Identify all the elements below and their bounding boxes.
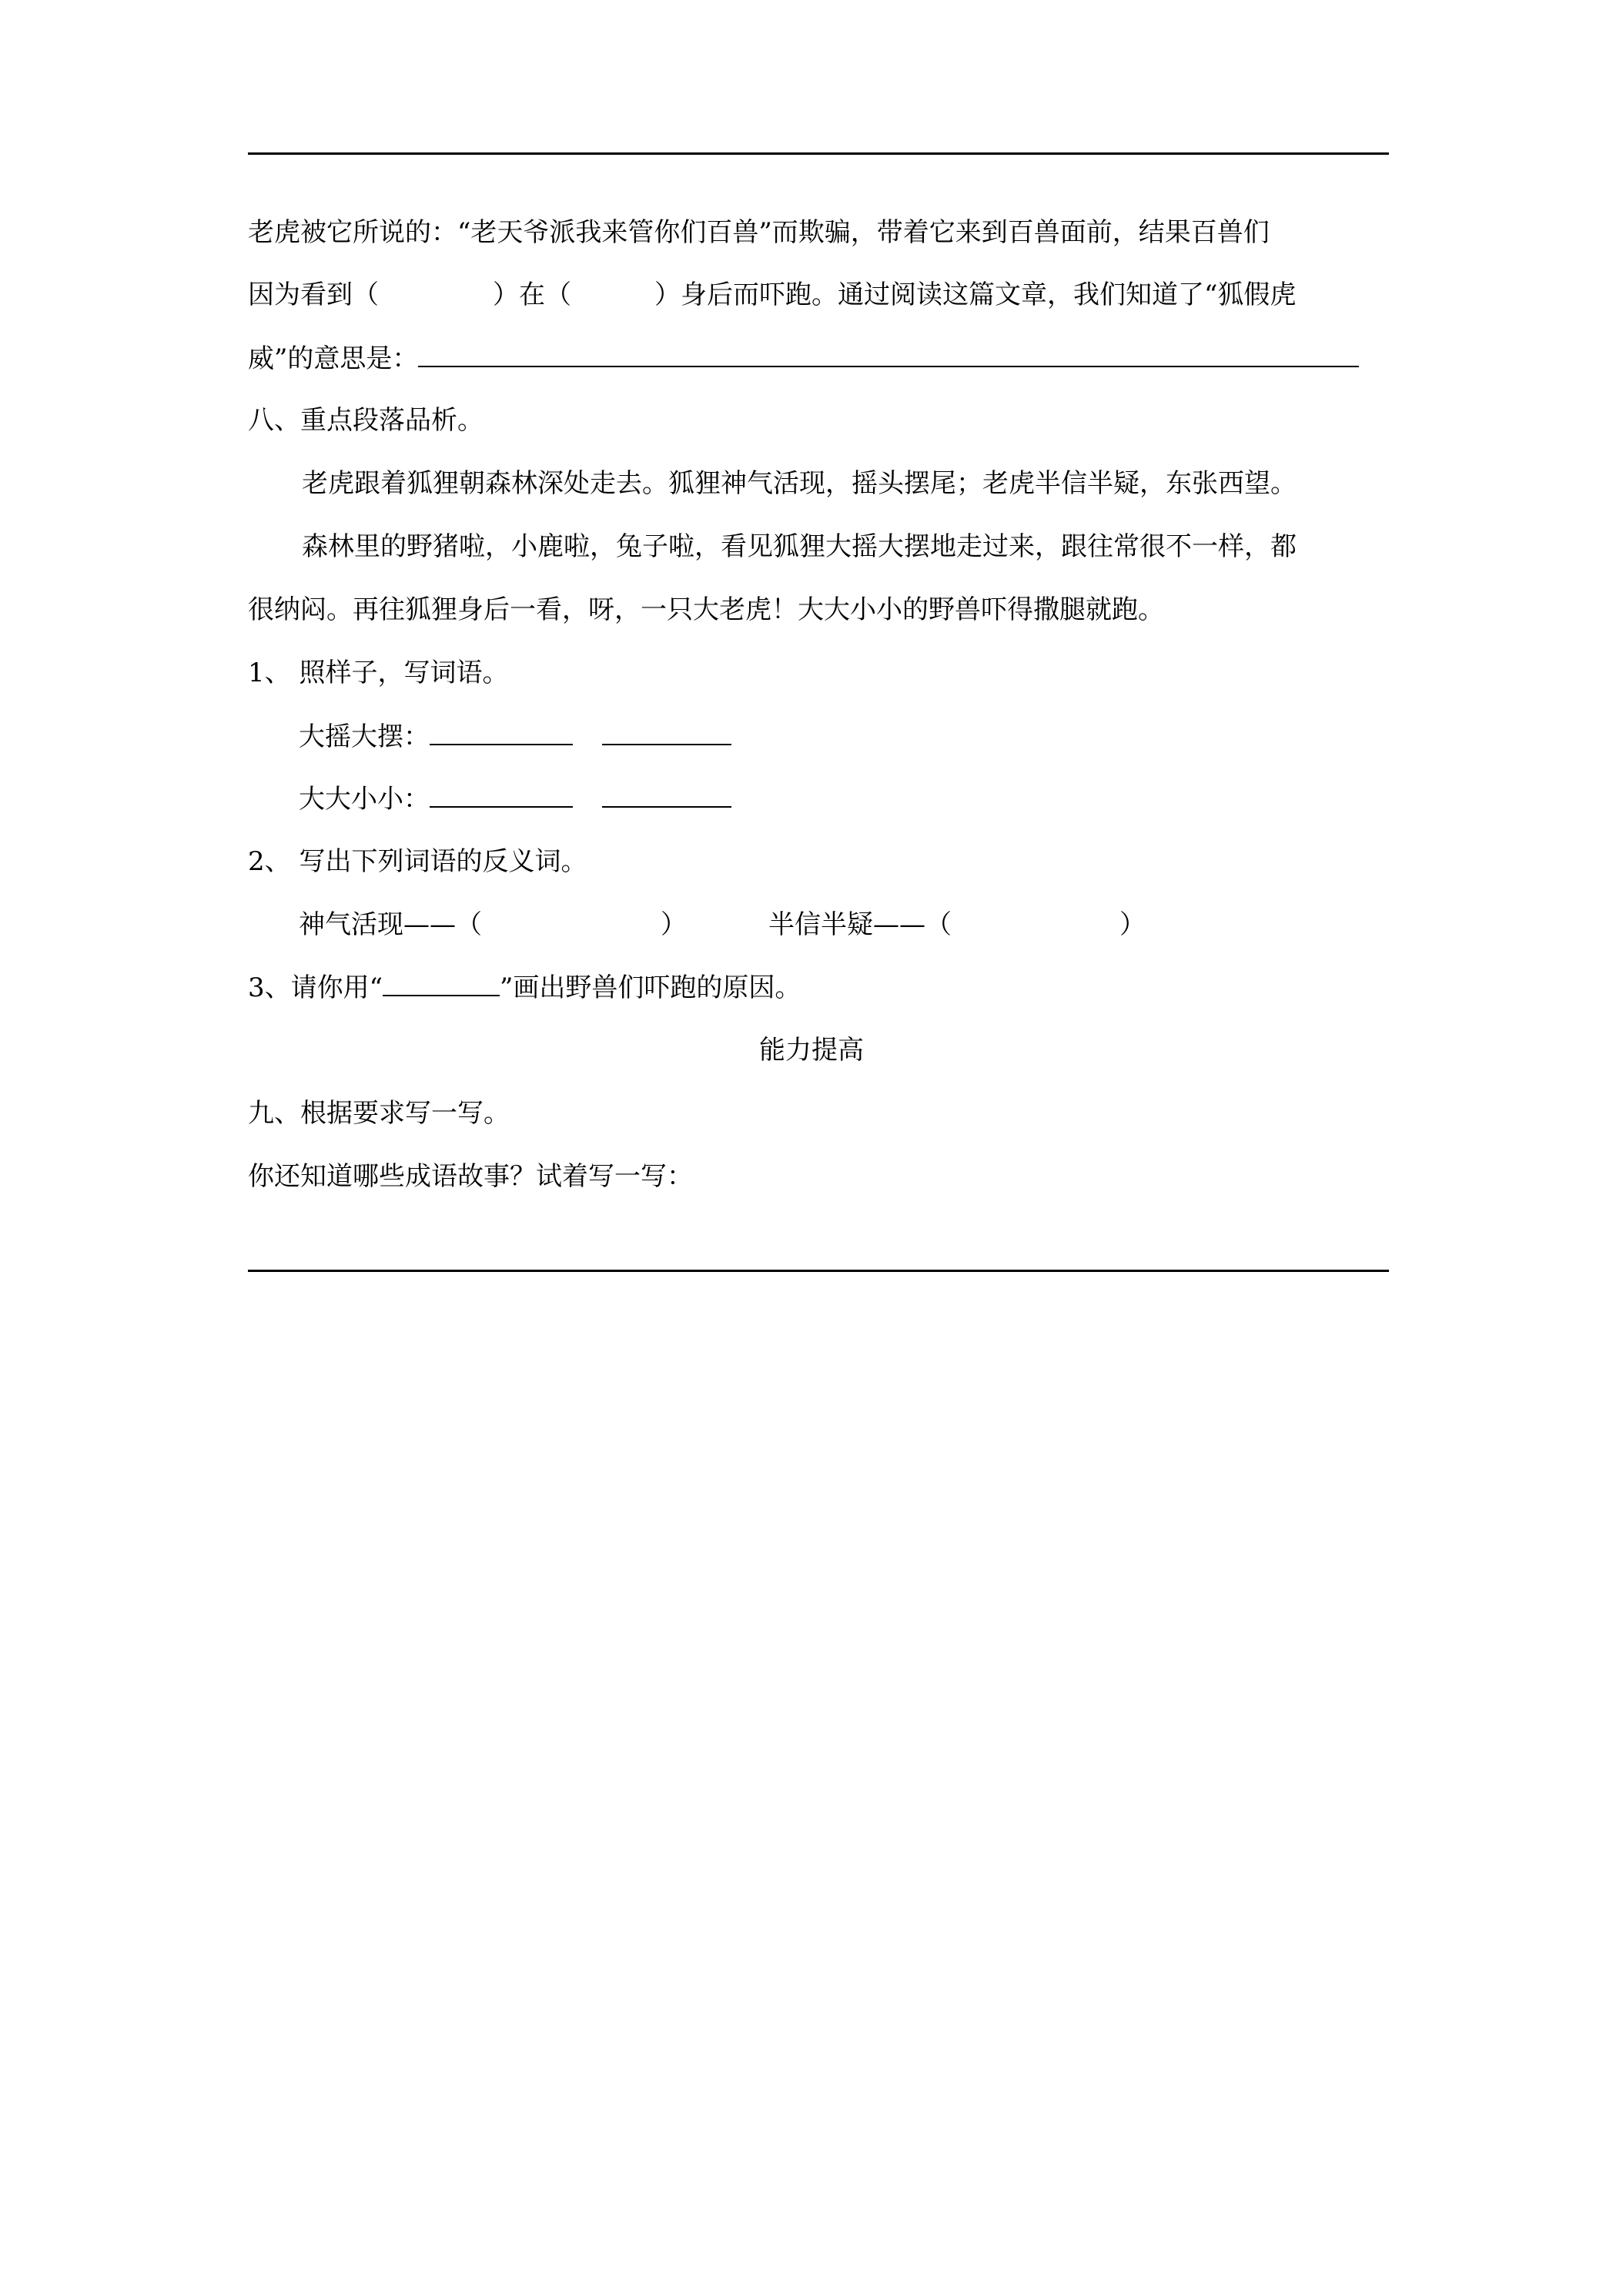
section-8-title: 八、重点段落品析。 <box>248 405 484 436</box>
writing-answer-line[interactable] <box>248 1270 1389 1272</box>
meaning-answer-line[interactable] <box>418 343 1359 367</box>
answer-line-2b[interactable] <box>602 783 731 808</box>
section-9-title: 九、根据要求写一写。 <box>248 1098 510 1129</box>
antonym-word-2: 半信半疑——（ <box>768 909 952 940</box>
example-word-2: 大大小小： <box>299 784 430 815</box>
text-line-2-part-c: ）身后而吓跑。通过阅读这篇文章，我们知道了“狐假虎 <box>654 279 1297 310</box>
question-2-title: 2、 写出下列词语的反义词。 <box>248 846 587 877</box>
question-3-part-a: 3、请你用“ <box>248 972 383 1003</box>
answer-line-1a[interactable] <box>430 721 573 745</box>
question-3 <box>248 972 801 1003</box>
antonym-close-1: ） <box>661 909 687 940</box>
text-line-3 <box>248 343 1359 374</box>
question-1-example-1 <box>299 721 731 752</box>
passage-paragraph-2-line-2: 很纳闷。再往狐狸身后一看，呀，一只大老虎！大大小小的野兽吓得撒腿就跑。 <box>248 594 1164 625</box>
section-heading: 能力提高 <box>759 1035 864 1066</box>
text-line-3-label: 威”的意思是： <box>248 343 419 374</box>
antonym-word-1: 神气活现——（ <box>299 909 482 940</box>
question-2-items <box>299 909 1146 940</box>
question-9: 你还知道哪些成语故事？试着写一写： <box>248 1161 693 1192</box>
text-line-2-part-a: 因为看到（ <box>248 279 379 310</box>
question-1-example-2 <box>299 783 731 815</box>
text-line-2 <box>248 279 1296 310</box>
question-3-part-b: ”画出野兽们吓跑的原因。 <box>500 972 801 1003</box>
question-1-title: 1、 照样子，写词语。 <box>248 658 509 688</box>
example-word-1: 大摇大摆： <box>299 721 430 752</box>
answer-line-1b[interactable] <box>602 721 731 745</box>
answer-line-2a[interactable] <box>430 783 573 808</box>
passage-paragraph-1: 老虎跟着狐狸朝森林深处走去。狐狸神气活现，摇头摆尾；老虎半信半疑，东张西望。 <box>302 468 1297 499</box>
passage-paragraph-2-line-1: 森林里的野猪啦，小鹿啦，兔子啦，看见狐狸大摇大摆地走过来，跟往常很不一样，都 <box>302 531 1297 562</box>
top-rule <box>248 152 1389 155</box>
text-line-1: 老虎被它所说的：“老天爷派我来管你们百兽”而欺骗，带着它来到百兽面前，结果百兽们 <box>248 217 1270 248</box>
antonym-close-2: ） <box>1119 909 1146 940</box>
underline-sample <box>383 972 500 996</box>
text-line-2-part-b: ）在（ <box>493 279 571 310</box>
